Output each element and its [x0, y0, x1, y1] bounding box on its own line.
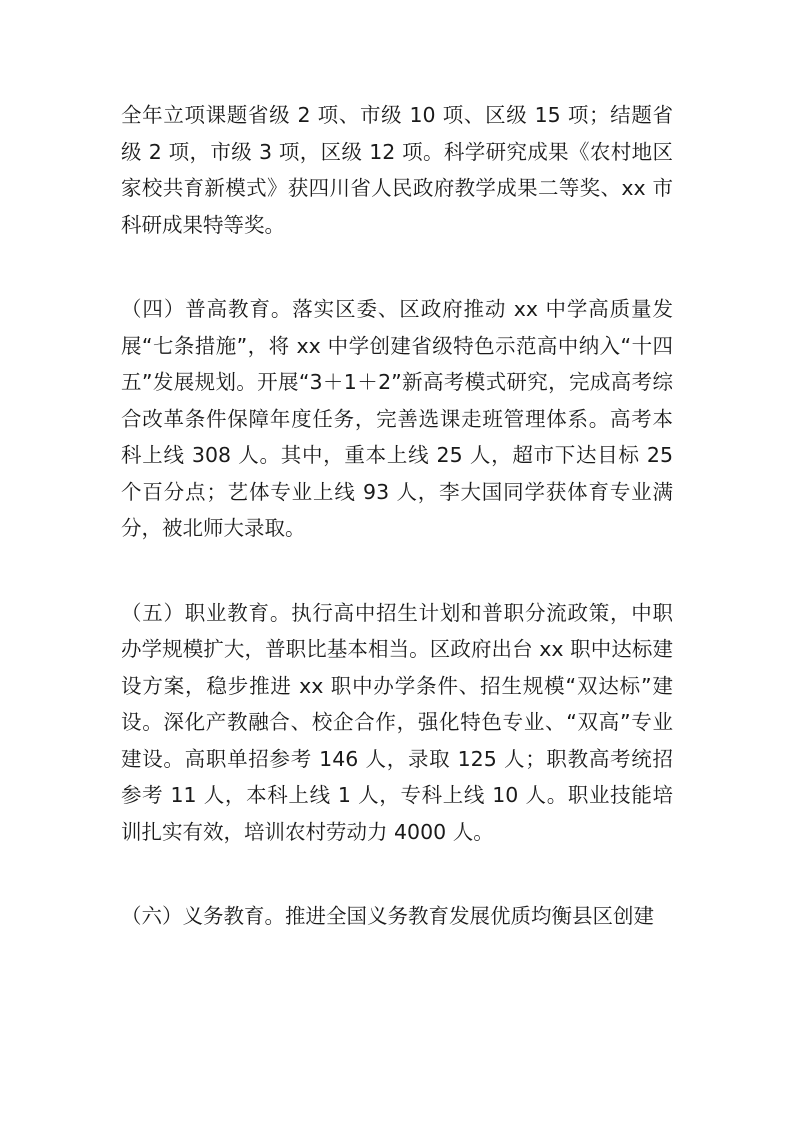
paragraph-research-results: 全年立项课题省级 2 项、市级 10 项、区级 15 项；结题省级 2 项，市级 3 项，区级 12 项。科学研究成果《农村地区家校共育新模式》获四川省人民政府教学成果二等奖、xx 市科研成果特等奖。	[121, 103, 673, 237]
paragraph-vocational-education: （五）职业教育。执行高中招生计划和普职分流政策，中职办学规模扩大，普职比基本相当。区政府出台 xx 职中达标建设方案，稳步推进 xx 职中办学条件、招生规模“双达标”建设。深化产教融合、校企合作，强化特色专业、“双高”专业建设。高职单招参考 146 人，录取 125 人；职教高考统招参考 11 人，本科上线 1 人，专科上线 10 人。职业技能培训扎实有效，培训农村劳动力 4000 人。	[121, 600, 673, 844]
document-body	[121, 97, 673, 935]
paragraph-general-high-school: （四）普高教育。落实区委、区政府推动 xx 中学高质量发展“七条措施”，将 xx 中学创建省级特色示范高中纳入“十四五”发展规划。开展“3＋1＋2”新高考模式研究，完成高考综合改革条件保障年度任务，完善选课走班管理体系。高考本科上线 308 人。其中，重本上线 25 人，超市下达目标 25 个百分点；艺体专业上线 93 人，李大国同学获体育专业满分，被北师大录取。	[121, 297, 673, 540]
paragraph-compulsory-education: （六）义务教育。推进全国义务教育发展优质均衡县区创建	[121, 904, 654, 928]
